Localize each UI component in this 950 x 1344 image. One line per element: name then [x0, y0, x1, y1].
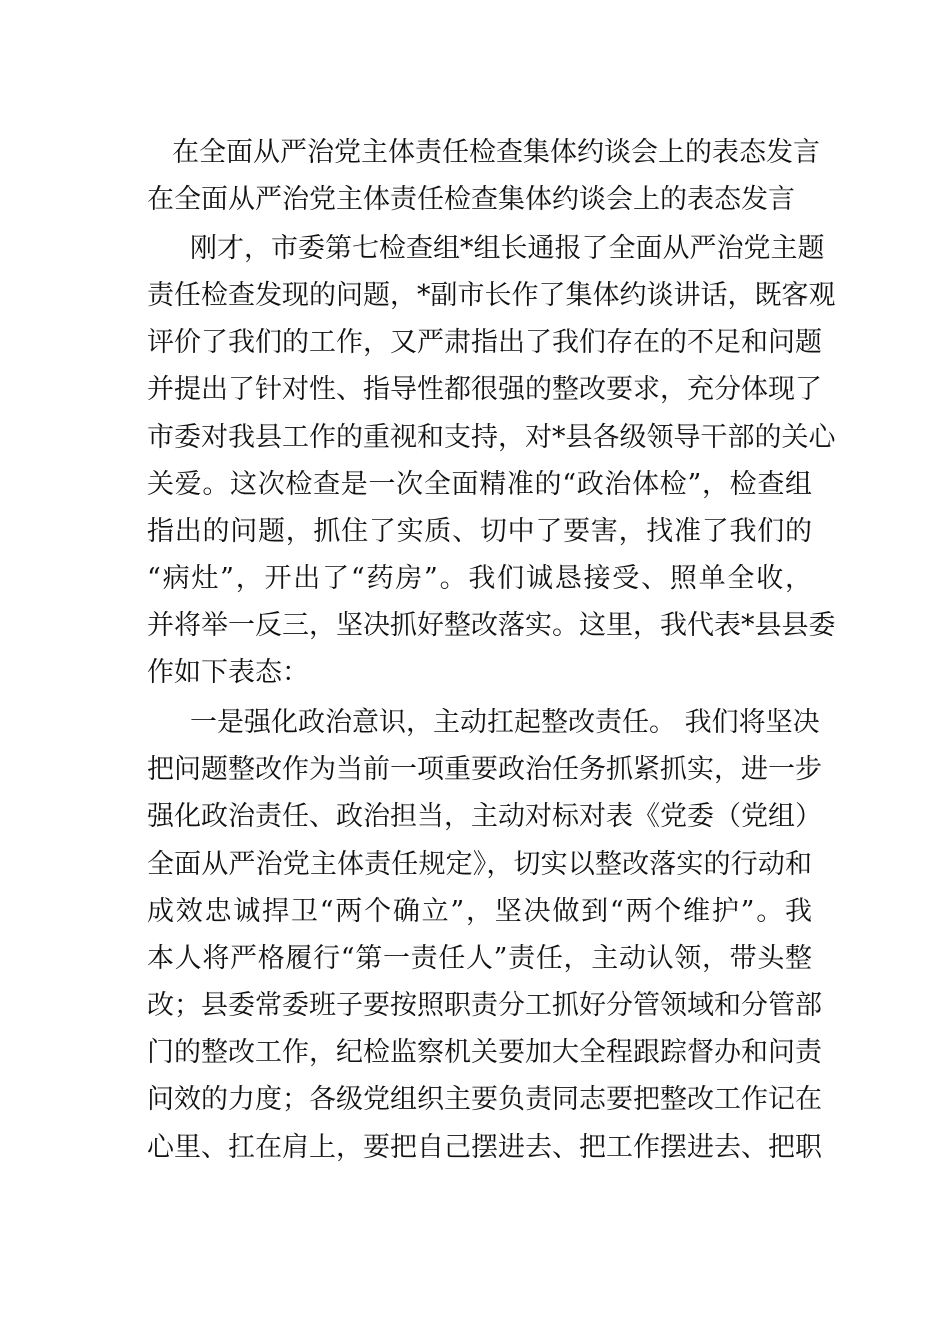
paragraph-2-line-10: 心里、扛在肩上，要把自己摆进去、把工作摆进去、把职 [147, 1132, 822, 1163]
paragraph-2-line-8: 门的整改工作，纪检监察机关要加大全程跟踪督办和问责 [147, 1037, 822, 1068]
paragraph-2-line-2: 把问题整改作为当前一项重要政治任务抓紧抓实，进一步 [147, 754, 822, 785]
paragraph-2-line-3: 强化政治责任、政治担当，主动对标对表《党委（党组） [147, 801, 822, 832]
paragraph-2-line-4: 全面从严治党主体责任规定》，切实以整改落实的行动和 [147, 849, 812, 880]
paragraph-1-line-10: 作如下表态： [147, 657, 309, 688]
paragraph-2-line-6: 本人将严格履行“第一责任人”责任，主动认领，带头整 [147, 943, 812, 974]
paragraph-2-line-9: 问效的力度；各级党组织主要负责同志要把整改工作记在 [147, 1084, 822, 1115]
paragraph-1-line-4: 并提出了针对性、指导性都很强的整改要求，充分体现了 [147, 374, 822, 405]
paragraph-2-line-5: 成效忠诚捍卫“两个确立”，坚决做到“两个维护”。我 [147, 896, 812, 927]
paragraph-2-line-1: 一是强化政治意识，主动扛起整改责任。 我们将坚决 [190, 707, 820, 738]
paragraph-1-line-7: 指出的问题，抓住了实质、切中了要害，找准了我们的 [147, 516, 812, 547]
document-title-line-1: 在全面从严治党主体责任检查集体约谈会上的表态发言 [172, 137, 820, 168]
paragraph-1-line-9: 并将举一反三，坚决抓好整改落实。这里，我代表*县县委 [147, 610, 836, 641]
paragraph-1-line-3: 评价了我们的工作，又严肃指出了我们存在的不足和问题 [147, 327, 822, 358]
paragraph-2-line-7: 改；县委常委班子要按照职责分工抓好分管领域和分管部 [147, 990, 822, 1021]
paragraph-1-line-8: “病灶”，开出了“药房”。我们诚恳接受、照单全收， [147, 563, 812, 594]
paragraph-1-line-6: 关爱。这次检查是一次全面精准的“政治体检”，检查组 [147, 469, 812, 500]
paragraph-1-line-2: 责任检查发现的问题，*副市长作了集体约谈讲话，既客观 [147, 280, 836, 311]
paragraph-1-line-5: 市委对我县工作的重视和支持，对*县各级领导干部的关心 [147, 422, 836, 453]
paragraph-1-line-1: 刚才，市委第七检查组*组长通报了全面从严治党主题 [190, 233, 825, 264]
document-title-line-2: 在全面从严治党主体责任检查集体约谈会上的表态发言 [147, 184, 795, 215]
